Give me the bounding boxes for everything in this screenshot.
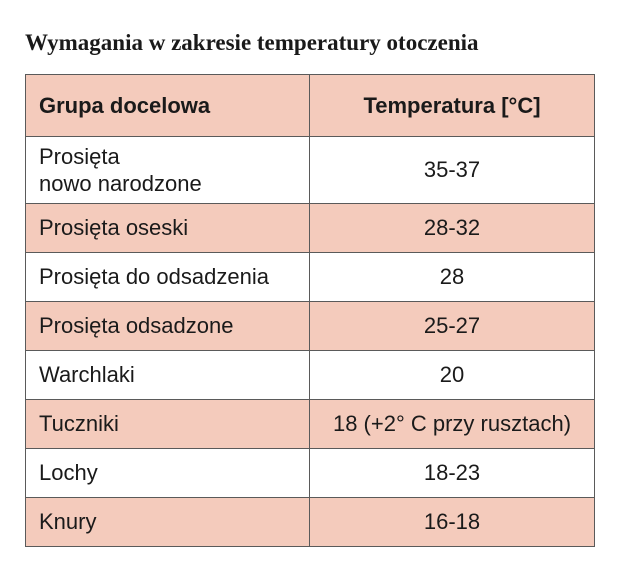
row-group: Prosięta do odsadzenia	[26, 253, 310, 302]
row-temperature: 18-23	[310, 449, 595, 498]
row-group: Knury	[26, 498, 310, 547]
table-row	[26, 400, 595, 449]
row-temperature: 20	[310, 351, 595, 400]
row-group: Lochy	[26, 449, 310, 498]
temperature-table	[25, 74, 595, 547]
row-group-text: Prosięta nowo narodzone	[39, 143, 202, 196]
table-row	[26, 351, 595, 400]
table-row	[26, 253, 595, 302]
row-temperature: 16-18	[310, 498, 595, 547]
table-header-row	[26, 75, 595, 137]
row-group: Prosięta odsadzone	[26, 302, 310, 351]
row-group: Warchlaki	[26, 351, 310, 400]
page-title: Wymagania w zakresie temperatury otoczenia	[25, 30, 479, 55]
table-row	[26, 137, 595, 204]
row-temperature: 28-32	[310, 204, 595, 253]
row-temperature: 35-37	[310, 137, 595, 204]
table-row	[26, 302, 595, 351]
table-row	[26, 204, 595, 253]
row-temperature: 25-27	[310, 302, 595, 351]
row-group: Prosięta oseski	[26, 204, 310, 253]
table-row	[26, 449, 595, 498]
row-temperature: 18 (+2° C przy rusztach)	[310, 400, 595, 449]
row-group: Tuczniki	[26, 400, 310, 449]
table-row	[26, 498, 595, 547]
header-group: Grupa docelowa	[26, 75, 310, 137]
header-temperature: Temperatura [°C]	[310, 75, 595, 137]
row-temperature: 28	[310, 253, 595, 302]
row-group	[26, 137, 310, 204]
